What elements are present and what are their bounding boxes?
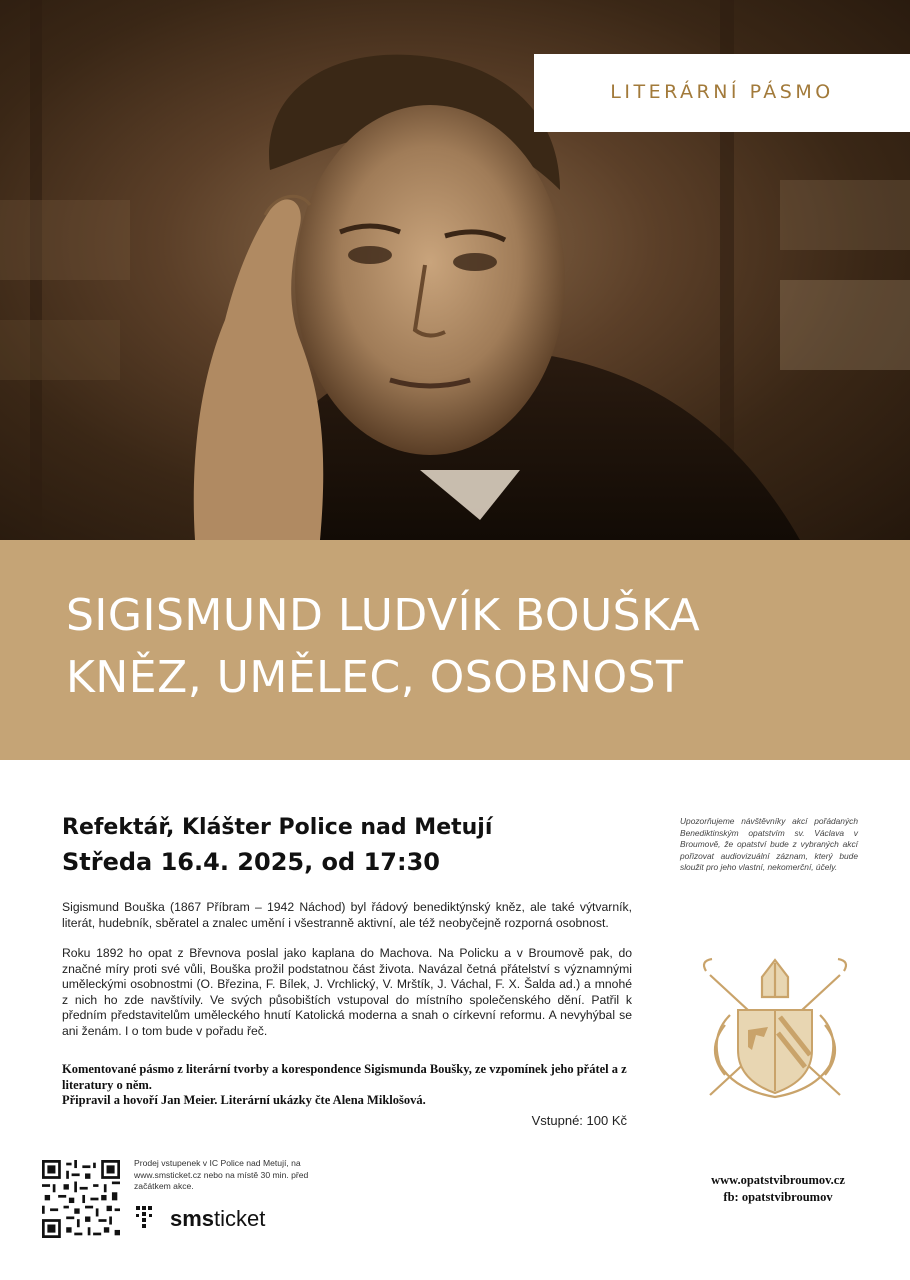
program-type-badge [534, 54, 910, 132]
smsticket-wordmark-rest: ticket [214, 1206, 266, 1231]
ticket-sale-info: Prodej vstupenek v IC Police nad Metují, na www.smsticket.cz nebo na místě 30 min. před začátkem akce. [134, 1158, 309, 1191]
event-subtitle: KNĚZ, UMĚLEC, OSOBNOST [66, 652, 684, 703]
program-summary-line: Komentované pásmo z literární tvorby a korespondence Sigismunda Boušky, ze vzpomínek jeho přátel a z literatury o něm. [62, 1062, 627, 1092]
program-type-label: LITERÁRNÍ PÁSMO [610, 81, 834, 103]
abbey-crest-icon [690, 955, 860, 1105]
website-link[interactable]: www.opatstvibroumov.cz [711, 1173, 845, 1187]
description-paragraph-1: Sigismund Bouška (1867 Příbram – 1942 Náchod) byl řádový benediktýnský kněz, ale také výtvarník, literát, hudebník, sběratel a znalec umění i všestranně aktivní, ale též neobyčejně rozporná osobnost. [62, 900, 632, 930]
program-summary [62, 1062, 642, 1109]
facebook-link[interactable]: fb: opatstvibroumov [723, 1190, 833, 1204]
event-venue: Refektář, Klášter Police nad Metují [62, 815, 493, 840]
recording-notice: Upozorňujeme návštěvníky akcí pořádaných Benediktinským opatstvím sv. Václava v Broumově, že opatství bude z vybraných akcí pořizovat audiovizuální záznam, který bude sloužit pro jeho vlastní, nekomerční, účely. [680, 816, 858, 872]
smsticket-wordmark[interactable] [170, 1206, 265, 1232]
ticket-qr-code[interactable] [42, 1160, 120, 1238]
contact-links [668, 1172, 888, 1206]
event-date: Středa 16.4. 2025, od 17:30 [62, 848, 440, 876]
smsticket-wordmark-bold: sms [170, 1206, 215, 1231]
program-credits-line: Připravil a hovoří Jan Meier. Literární ukázky čte Alena Miklošová. [62, 1093, 426, 1107]
admission-price: Vstupné: 100 Kč [531, 1113, 627, 1128]
event-title: SIGISMUND LUDVÍK BOUŠKA [66, 590, 701, 641]
smsticket-logo-icon [134, 1200, 170, 1236]
title-band [0, 540, 910, 760]
description-paragraph-2: Roku 1892 ho opat z Břevnova poslal jako kaplana do Machova. Na Policku a v Broumově pak, do značné míry proti své vůli, Bouška prožil podstatnou část života. Navázal četná přátelství s významnými uměleckými osobnostmi (O. Březina, F. Bílek, J. Vrchlický, V. Mrštík, J. Váchal, F. X. Šalda ad.) a mnohé z nich ho zde navštívily. Ve svých působištích vstupoval do místního společenského dění. Patřil k předním představitelům uměleckého hnutí Katolická moderna a snah o církevní reformu. A nevyhýbal se ani ženám. I o tom bude v pořadu řeč. [62, 946, 632, 1038]
